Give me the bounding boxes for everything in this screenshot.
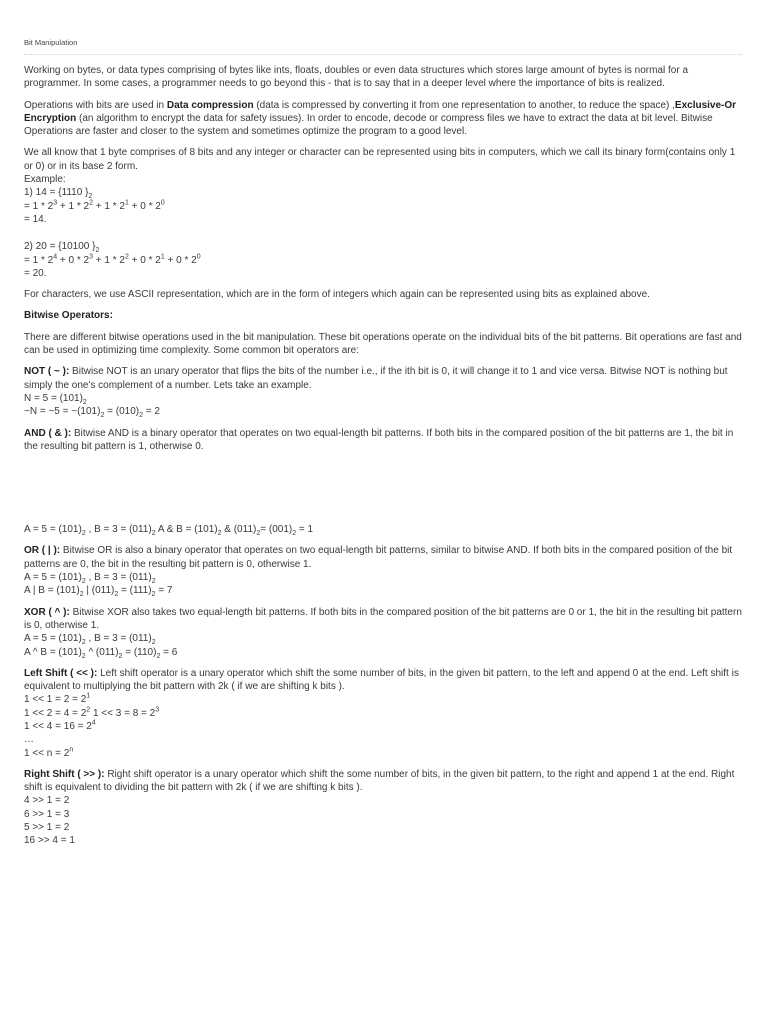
left-shift-label: Left Shift ( << ): [24, 667, 98, 679]
example-1-line-1: 1) 14 = {1110 }$_2$ [24, 187, 93, 201]
page-header-title: Bit Manipulation [24, 38, 78, 47]
blank-gap [24, 461, 746, 523]
not-operator-section: NOT ( ~ ): Bitwise NOT is an unary operator that flips the bits of the number i.e., if the ith bit is 0, it will change it to 1 and vice versa. Bitwise NOT is nothing but simply the one's complement of a number. Lets take an example. $N = 5 = (101)_2$ ~N = ~5 = $\sim(101)_2 = (010)_2 = 2$ [24, 365, 746, 418]
bitwise-operators-heading: Bitwise Operators: [24, 310, 113, 322]
xor-operator-section: XOR ( ^ ): Bitwise XOR also takes two equal-length bit patterns. If both bits in the compared position of the bit patterns are 0 or 1, the bit in the resulting bit pattern is 0, otherwise 1. $A = 5 = (101)_2$ , $B = 3 = (011)_2$ A ^ $B = (101)_2$ ^ $(011)_2 = (110)_2 = 6$ [24, 606, 746, 659]
example-1-line-2: = $1 * 2^3 + 1 * 2^2 + 1 * 2^1 + 0 * 2^0$ [24, 199, 165, 212]
left-shift-section: Left Shift ( << ): Left shift operator is a unary operator which shift the some number of bits, in the given bit pattern, to the left and append 0 at the end. Left shift is equivalent to multiplying the bit pattern with 2k ( if we are shifting k bits ). $1 << 1 = 2 = 2^1$ $1 << 2 = 4 = 2^2$ $1 << 3 = 8 = 2^3$ $1 << 4 = 16 = 2^4$ … $1 << n = 2^n$ [24, 667, 746, 760]
example-2 [24, 240, 746, 280]
right-shift-example-1: 4 >> 1 = 2 [24, 795, 70, 807]
xor-example-2: A ^ $B = (101)_2$ ^ $(011)_2 = (110)_2 = 6$ [24, 646, 178, 660]
data-compression-term: Data compression [166, 99, 254, 111]
or-operator-section: OR ( | ): Bitwise OR is also a binary operator that operates on two equal-length bit patterns, similar to bitwise AND. If both bits in the compared position of the bit patterns are 0, the bit in the resulting bit pattern is 0, otherwise 1. $A = 5 = (101)_2$ , $B = 3 = (011)_2$ A | $B = (101)_2$ | $(011)_2 = (111)_2 = 7$ [24, 544, 746, 597]
left-shift-example-1: $1 << 1 = 2 = 2^1$ [24, 693, 91, 706]
example-2-line-3: = 20. [24, 267, 47, 279]
right-shift-example-3: 5 >> 1 = 2 [24, 822, 70, 834]
left-shift-example-4: $1 << n = 2^n$ [24, 746, 74, 759]
header-divider [24, 54, 742, 55]
example-2-line-2: = $1 * 2^4 + 0 * 2^3 + 1 * 2^2 + 0 * 2^1 + 0 * 2^0$ [24, 253, 201, 266]
data-compression-paragraph: Operations with bits are used in Data compression (data is compressed by converting it from one representation to another, to reduce the space) ,Exclusive-Or Encryption (an algorithm to encrypt the data for safety issues). In order to encode, decode or compress files we have to extract the data at bit level. Bitwise Operations are faster and closer to the system and sometimes optimize the program to a good level. [24, 99, 737, 138]
or-example-2: A | $B = (101)_2$ | $(011)_2 = (111)_2 = 7$ [24, 585, 173, 599]
example-2-line-1: 2) 20 = {10100 }$_2$ [24, 241, 100, 255]
bitwise-intro-paragraph: There are different bitwise operations used in the bit manipulation. These bit operations operate on the individual bits of the bit patterns. Bit operations are fast and can be used in optimizing time complexity. Some common bit operators are: [24, 331, 742, 357]
not-example-2: ~N = ~5 = $\sim(101)_2 = (010)_2 = 2$ [24, 406, 160, 420]
ascii-paragraph: For characters, we use ASCII representation, which are in the form of integers which again can be represented using bits as explained above. [24, 289, 650, 301]
intro-paragraph: Working on bytes, or data types comprising of bytes like ints, floats, doubles or even data structures which stores large amount of bytes is normal for a programmer. In some cases, a programmer needs to go beyond this - that is to say that in a deeper level where the importance of bits is realized. [24, 65, 689, 90]
or-example-1: $A = 5 = (101)_2$ , $B = 3 = (011)_2$ [24, 572, 156, 586]
or-operator-label: OR ( | ): [24, 545, 61, 557]
xor-operator-label: XOR ( ^ ): [24, 606, 70, 618]
binary-form-paragraph: We all know that 1 byte comprises of 8 bits and any integer or character can be represented using bits in computers, which we call its binary form(contains only 1 or 0) or in its base 2 form. Example: 1) 14 = {1110 }$_2$ = $1 * 2^3 + 1 * 2^2 + 1 * 2^1 + 0 * 2^0$ = 14. [24, 146, 746, 226]
right-shift-section: Right Shift ( >> ): Right shift operator is a unary operator which shift the some number of bits, in the given bit pattern, to the right and append 1 at the end. Right shift is equivalent to dividing the bit pattern with 2k ( if we are shifting k bits ). 4 >> 1 = 2 6 >> 1 = 3 5 >> 1 = 2 16 >> 4 = 1 [24, 768, 746, 848]
not-operator-label: NOT ( ~ ): [24, 366, 70, 378]
document-body [24, 64, 746, 856]
not-example-1: $N = 5 = (101)_2$ [24, 392, 87, 406]
left-shift-example-3: $1 << 4 = 16 = 2^4$ [24, 719, 96, 732]
left-shift-ellipsis: … [24, 734, 34, 746]
and-operator-label: AND ( & ): [24, 427, 72, 439]
right-shift-label: Right Shift ( >> ): [24, 768, 105, 780]
and-operator-section: AND ( & ): Bitwise AND is a binary operator that operates on two equal-length bit patterns. If both bits in the compared position of the bit patterns are 1, the bit in the resulting bit pattern is 1, otherwise 0. [24, 427, 734, 452]
example-label: Example: [24, 174, 66, 186]
right-shift-example-4: 16 >> 4 = 1 [24, 835, 75, 847]
example-1-line-3: = 14. [24, 213, 47, 225]
and-example: $A = 5 = (101)_2$ , $B = 3 = (011)_2$ A & $B = (101)_2$ & $(011)_2= (001)_2 = 1$ [24, 524, 314, 538]
left-shift-example-2: $1 << 2 = 4 = 2^2$ $1 << 3 = 8 = 2^3$ [24, 706, 160, 719]
xor-example-1: $A = 5 = (101)_2$ , $B = 3 = (011)_2$ [24, 633, 156, 647]
xor-encryption-term: Exclusive-Or Encryption [24, 99, 737, 124]
right-shift-example-2: 6 >> 1 = 3 [24, 808, 70, 820]
